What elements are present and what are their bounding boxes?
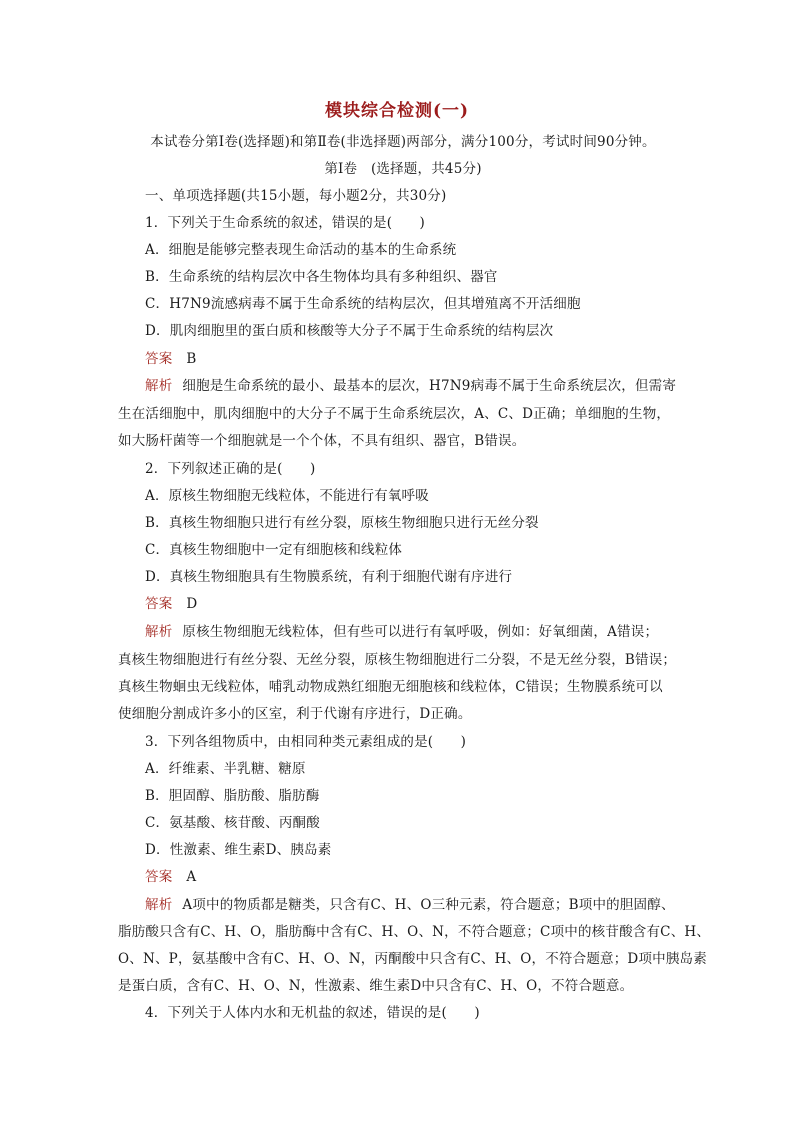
q3-explanation-line-1 xyxy=(145,896,715,914)
page-title: 模块综合检测(一) xyxy=(324,101,470,121)
q3-option-b: B．胆固醇、脂肪酸、脂肪酶 xyxy=(145,788,320,804)
q1-option-d: D．肌肉细胞里的蛋白质和核酸等大分子不属于生命系统的结构层次 xyxy=(145,323,554,339)
answer-label: 答案 xyxy=(145,596,173,612)
q3-explanation-line-3: O、N、P，氨基酸中含有C、H、O、N，丙酮酸中只含有C、H、O，不符合题意；D项中胰岛素 xyxy=(118,951,707,967)
q3-explanation-line-4: 是蛋白质，含有C、H、O、N，性激素、维生素D中只含有C、H、O，不符合题意。 xyxy=(118,978,634,994)
q3-stem: 3．下列各组物质中，由相同种类元素组成的是( ) xyxy=(145,734,467,750)
q1-explanation-line-3: 如大肠杆菌等一个细胞就是一个个体，不具有组织、器官，B错误。 xyxy=(118,433,526,449)
q2-answer xyxy=(145,595,715,613)
q2-option-c: C．真核生物细胞中一定有细胞核和线粒体 xyxy=(145,542,403,558)
answer-label: 答案 xyxy=(145,869,173,885)
section-title: 第Ⅰ卷 (选择题，共45分) xyxy=(324,161,482,177)
explain-label: 解析 xyxy=(145,378,173,394)
q1-explanation-text-1: 细胞是生命系统的最小、最基本的层次，H7N9病毒不属于生命系统层次，但需寄 xyxy=(182,378,677,394)
q2-explanation-line-4: 使细胞分割成许多小的区室，利于代谢有序进行，D正确。 xyxy=(118,706,472,722)
q2-explanation-line-2: 真核生物细胞进行有丝分裂、无丝分裂，原核生物细胞进行二分裂，不是无丝分裂，B错误； xyxy=(118,652,677,668)
q1-option-c: C．H7N9流感病毒不属于生命系统的结构层次，但其增殖离不开活细胞 xyxy=(145,296,581,312)
q1-option-b: B．生命系统的结构层次中各生物体均具有多种组织、器官 xyxy=(145,269,498,285)
q2-explanation-line-1 xyxy=(145,623,715,641)
explain-label: 解析 xyxy=(145,624,173,640)
q2-answer-value: D xyxy=(186,596,198,612)
q1-explanation-line-1 xyxy=(145,377,715,395)
q2-option-a: A．原核生物细胞无线粒体，不能进行有氧呼吸 xyxy=(145,488,429,504)
explain-label: 解析 xyxy=(145,897,173,913)
q2-stem: 2．下列叙述正确的是( ) xyxy=(145,461,316,477)
q3-option-a: A．纤维素、半乳糖、糖原 xyxy=(145,761,306,777)
q3-explanation-line-2: 脂肪酸只含有C、H、O，脂肪酶中含有C、H、O、N，不符合题意；C项中的核苷酸含有C、H、 xyxy=(118,924,711,940)
q3-answer xyxy=(145,868,715,886)
q2-explanation-line-3: 真核生物蛔虫无线粒体，哺乳动物成熟红细胞无细胞核和线粒体，C错误；生物膜系统可以 xyxy=(118,679,663,695)
part-heading: 一、单项选择题(共15小题，每小题2分，共30分) xyxy=(145,188,447,204)
q1-stem: 1．下列关于生命系统的叙述，错误的是( ) xyxy=(145,215,426,231)
q3-option-c: C．氨基酸、核苷酸、丙酮酸 xyxy=(145,815,320,831)
q1-explanation-line-2: 生在活细胞中，肌肉细胞中的大分子不属于生命系统层次，A、C、D正确；单细胞的生物， xyxy=(118,406,671,422)
q2-option-d: D．真核生物细胞具有生物膜系统，有利于细胞代谢有序进行 xyxy=(145,569,513,585)
answer-label: 答案 xyxy=(145,351,173,367)
q2-option-b: B．真核生物细胞只进行有丝分裂，原核生物细胞只进行无丝分裂 xyxy=(145,515,539,531)
q1-answer xyxy=(145,350,715,368)
q2-explanation-text-1: 原核生物细胞无线粒体，但有些可以进行有氧呼吸，例如：好氧细菌，A错误； xyxy=(182,624,659,640)
q4-stem: 4．下列关于人体内水和无机盐的叙述，错误的是( ) xyxy=(145,1005,480,1021)
q3-explanation-text-1: A项中的物质都是糖类，只含有C、H、O三种元素，符合题意；B项中的胆固醇、 xyxy=(182,897,675,913)
q3-option-d: D．性激素、维生素D、胰岛素 xyxy=(145,842,332,858)
q1-answer-value: B xyxy=(186,351,197,367)
q1-option-a: A．细胞是能够完整表现生命活动的基本的生命系统 xyxy=(145,242,457,258)
q3-answer-value: A xyxy=(186,869,197,885)
exam-intro: 本试卷分第Ⅰ卷(选择题)和第Ⅱ卷(非选择题)两部分，满分100分，考试时间90分钟。 xyxy=(150,134,656,150)
